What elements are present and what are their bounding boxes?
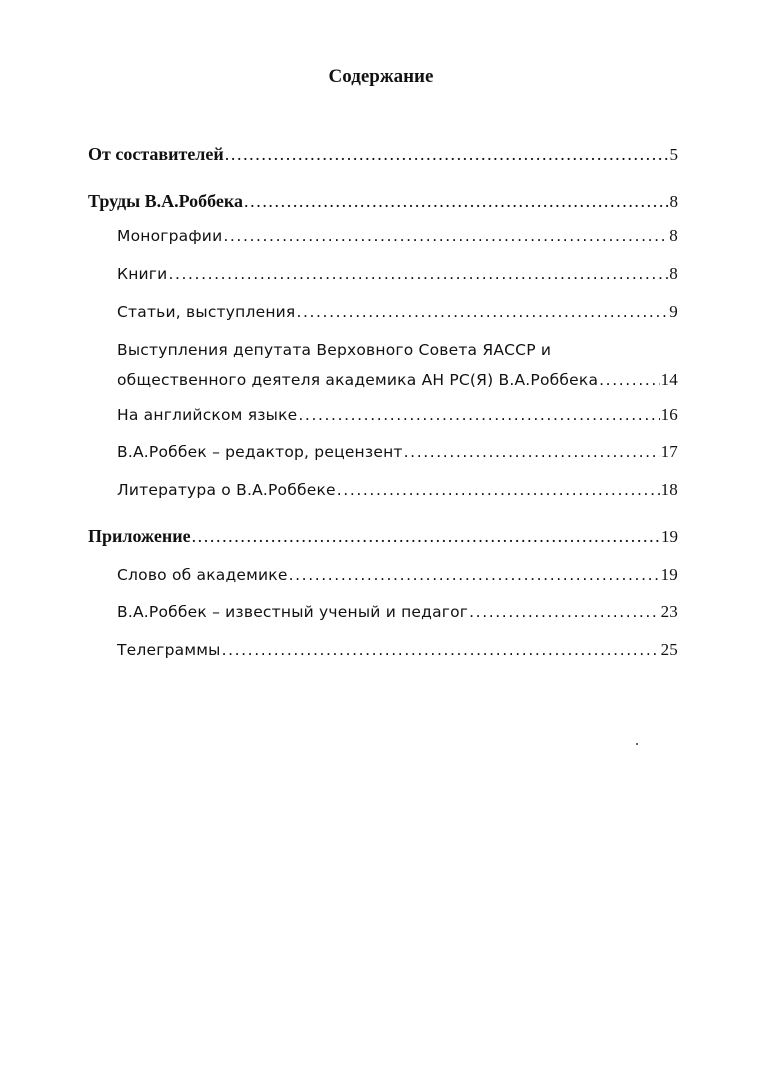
dot-leader bbox=[296, 298, 668, 327]
toc-entry-books bbox=[117, 259, 678, 289]
toc-entry-scientist bbox=[117, 597, 678, 627]
toc-entry-works bbox=[88, 187, 678, 216]
dot-leader bbox=[168, 260, 668, 289]
dot-leader bbox=[404, 438, 660, 467]
dot-leader bbox=[289, 561, 660, 590]
dot-leader bbox=[298, 401, 659, 430]
scan-speck bbox=[636, 743, 638, 745]
dot-leader bbox=[192, 522, 660, 551]
toc-entry-english bbox=[117, 400, 678, 430]
toc-entry-telegrams bbox=[117, 635, 678, 665]
toc-label: Литература о В.А.Роббеке bbox=[117, 481, 336, 499]
toc-page-number: 17 bbox=[660, 442, 678, 461]
toc-label: В.А.Роббек – редактор, рецензент bbox=[117, 443, 403, 461]
toc-label: Телеграммы bbox=[117, 641, 221, 659]
toc-entry-editor bbox=[117, 437, 678, 467]
toc-entry-from-compilers bbox=[88, 140, 678, 169]
toc-label: Книги bbox=[117, 265, 168, 283]
toc-entry-monographs bbox=[117, 221, 678, 251]
dot-leader bbox=[337, 476, 660, 505]
toc-page-number: 8 bbox=[669, 226, 678, 245]
toc-entry-articles bbox=[117, 297, 678, 327]
toc-label: Статьи, выступления bbox=[117, 303, 296, 321]
toc-page-number: 19 bbox=[660, 565, 678, 584]
toc-entry-speeches bbox=[117, 365, 678, 395]
toc-label: На английском языке bbox=[117, 406, 298, 424]
dot-leader bbox=[225, 140, 669, 169]
toc-entry-appendix bbox=[88, 522, 678, 551]
page-title: Содержание bbox=[328, 66, 434, 87]
dot-leader bbox=[244, 187, 668, 216]
toc-page-number: 9 bbox=[669, 302, 678, 321]
toc-entry-speeches-line1: Выступления депутата Верховного Совета ЯАССР и bbox=[117, 341, 552, 359]
toc-entry-word bbox=[117, 560, 678, 590]
toc-page-number: 5 bbox=[669, 145, 678, 164]
toc-label: Монографии bbox=[117, 227, 223, 245]
toc-page-number: 8 bbox=[669, 264, 678, 283]
toc-label: Слово об академике bbox=[117, 566, 288, 584]
toc-page-number: 16 bbox=[660, 405, 678, 424]
dot-leader bbox=[599, 366, 659, 395]
toc-label: Труды В.А.Роббека bbox=[88, 191, 244, 211]
toc-page-number: 25 bbox=[660, 640, 678, 659]
toc-page-number: 23 bbox=[660, 602, 678, 621]
dot-leader bbox=[223, 222, 668, 251]
toc-label: В.А.Роббек – известный ученый и педагог bbox=[117, 603, 469, 621]
toc-page-number: 19 bbox=[661, 527, 678, 546]
toc-label: Приложение bbox=[88, 526, 191, 546]
toc-page-number: 8 bbox=[669, 192, 678, 211]
toc-page-number: 18 bbox=[660, 480, 678, 499]
dot-leader bbox=[469, 598, 659, 627]
dot-leader bbox=[222, 636, 660, 665]
toc-label: общественного деятеля академика АН РС(Я) В.А.Роббека bbox=[117, 371, 599, 389]
toc-label: От составителей bbox=[88, 144, 224, 164]
toc-page-number: 14 bbox=[660, 370, 678, 389]
toc-entry-literature bbox=[117, 475, 678, 505]
